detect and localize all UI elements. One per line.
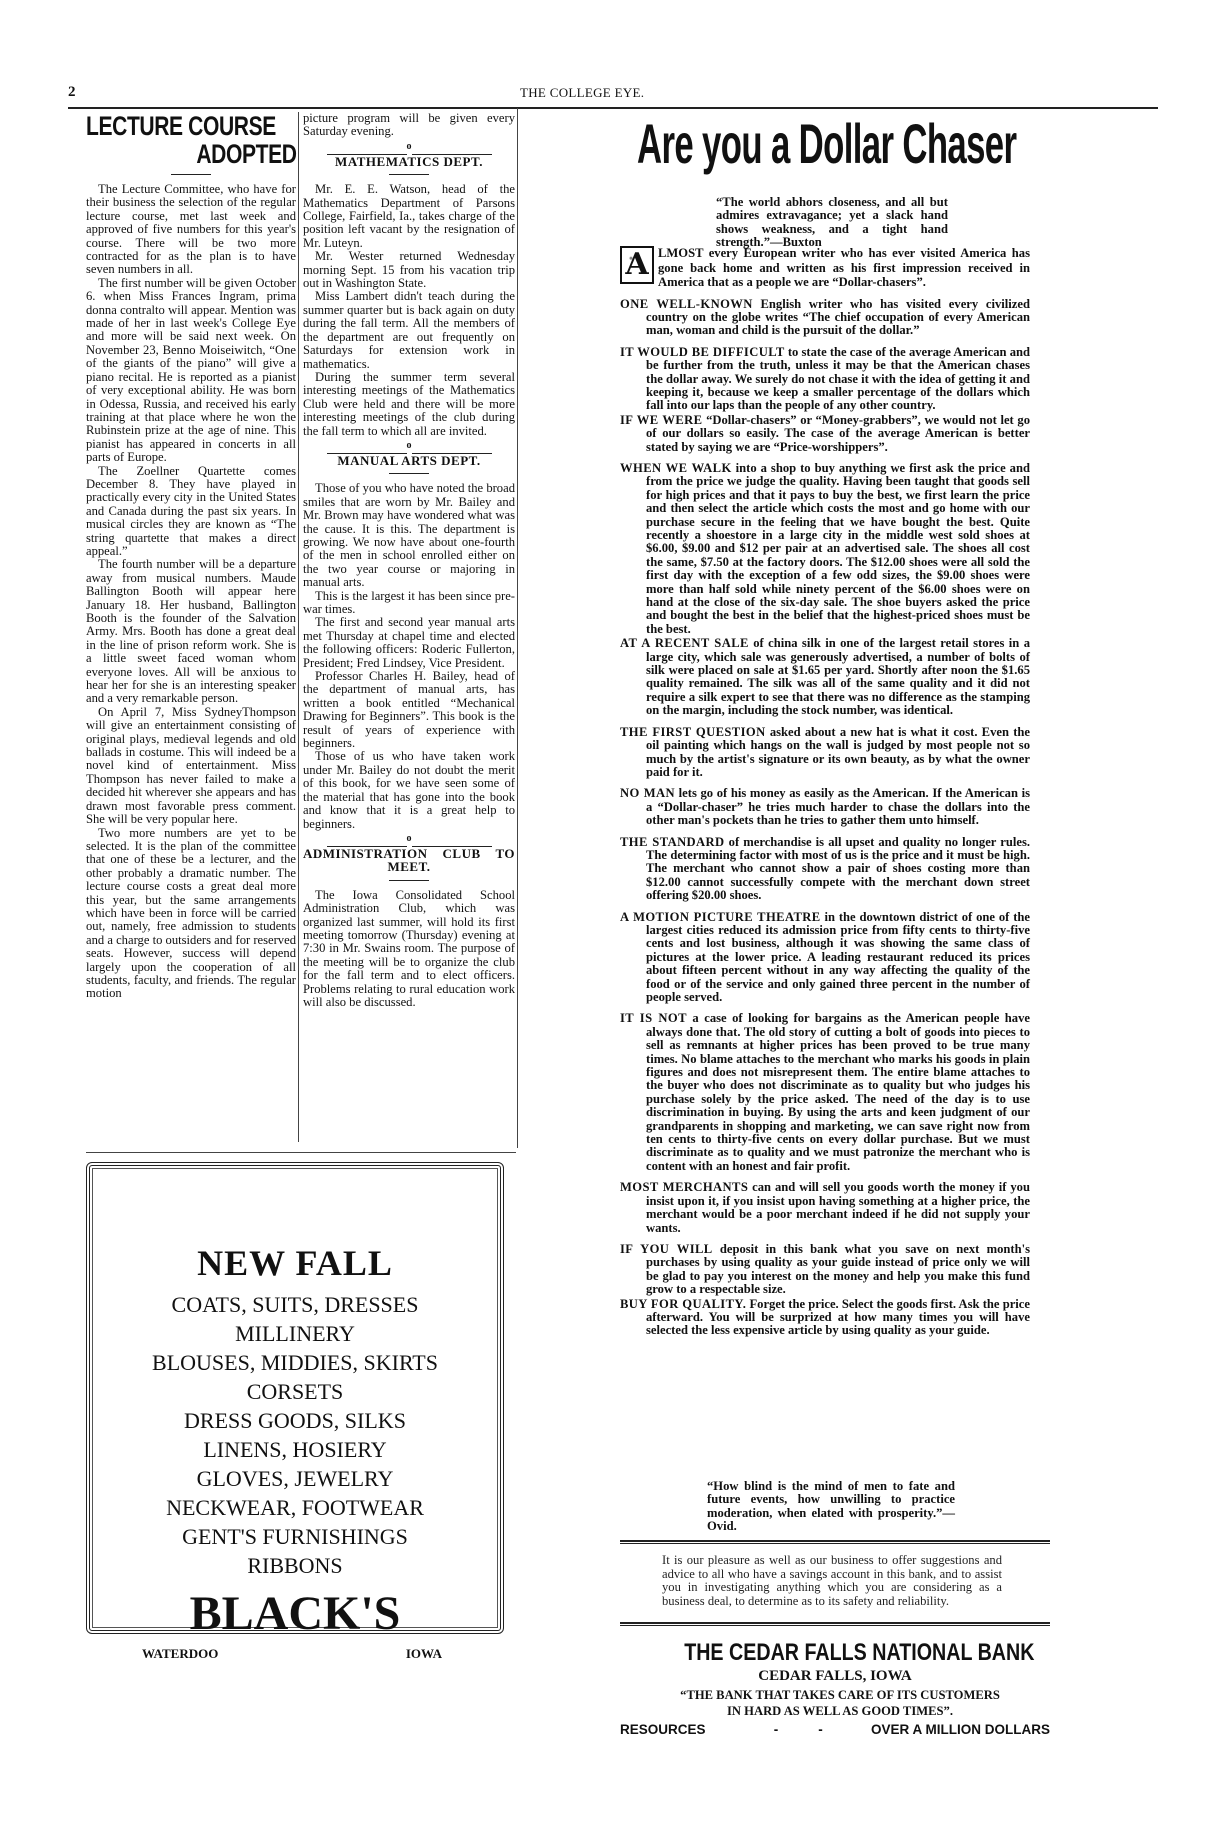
resources-value: OVER A MILLION DOLLARS: [870, 1722, 1050, 1737]
divider: [389, 174, 429, 175]
article-paragraph: The first number will be given October 6. when Miss Frances Ingram, prima donna contralto will appear. Mention was made of her in last week's College Eye and more will be said next week. On November 23, Benno Moiseiwitch, “One of the giants of the piano” will give a piano recital. He is reported as a pianist of very exceptional ability. He was born in Odessa, Russia, and received his early training at that place where he won the Rubinstein prize at the age of nine. This pianist has appeared in concerts in all parts of Europe.: [86, 275, 296, 465]
blacks-advertisement: [86, 1162, 504, 1661]
article-paragraph: ONE WELL-KNOWN English writer who has visited every civilized country on the globe writes “The chief occupation of every American man, woman and child is the pursuit of the dollar.”: [620, 296, 1030, 338]
section-rule: [86, 1152, 516, 1153]
ad-brand: BLACK'S: [189, 1587, 401, 1640]
article-paragraph: THE FIRST QUESTION asked about a new hat is what it cost. Even the oil painting which hangs on the wall is judged by most people not so much by the artist's signature or its own beauty, as by what the owner paid for it.: [620, 724, 1030, 779]
double-rule: [620, 1622, 1050, 1626]
top-rule: [68, 107, 1158, 109]
ad-line: MILLINERY: [235, 1321, 355, 1346]
section-title-administration-club: ADMINISTRATION CLUB TO MEET.: [303, 845, 515, 875]
article-paragraph: THE STANDARD of merchandise is all upset and quality no longer rules. The determining factor with most of us is the price and it must be high. The merchant who cannot show a pair of shoes costing more than $12.00 cannot successfully compete with the merchant down street offering $20.00 shoes.: [620, 834, 1030, 903]
bank-advice-note: It is our pleasure as well as our business to offer suggestions and advice to all who have a savings account in this bank, and to assist you in investigating anything which you are considering as a business deal, to determine as to its safety and reliability.: [662, 1553, 1002, 1608]
dollar-chaser-article: [620, 246, 1030, 1346]
buxton-quote: “The world abhors closeness, and all but admires extravagance; yet a slack hand shows weakness, and a tight hand strength.”—Buxton: [716, 195, 948, 250]
double-rule: [620, 1540, 1050, 1544]
dollar-chaser-headline: Are you a Dollar Chaser: [637, 112, 1017, 175]
separator: o: [303, 440, 515, 452]
dropcap-paragraph: [620, 246, 1030, 290]
article-paragraph: This is the largest it has been since pre-war times.: [303, 588, 515, 616]
ad-product-list: [90, 1290, 500, 1580]
ad-line: DRESS GOODS, SILKS: [184, 1408, 406, 1433]
article-paragraph: BUY FOR QUALITY. Forget the price. Select the goods first. Ask the price afterward. You will be surprized at how many times you will have selected the less expensive article by using quality as your guide.: [620, 1296, 1030, 1338]
ad-line: GLOVES, JEWELRY: [196, 1466, 394, 1491]
article-paragraph: Mr. Wester returned Wednesday morning Sept. 15 from his vacation trip out in Washington State.: [303, 249, 515, 291]
article-paragraph: On April 7, Miss SydneyThompson will give an entertainment consisting of original plays, medieval legends and old ballads in costume. This will indeed be a novel kind of entertainment. Miss Thompson has never failed to make a decided hit wherever she appears and has drawn most favorable press comment. She will be very popular here.: [86, 704, 296, 827]
masthead: THE COLLEGE EYE.: [520, 85, 645, 100]
article-paragraph: Those of you who have noted the broad smiles that are worn by Mr. Bailey and Mr. Brown may have wondered what was the cause. It is this. The department is growing. We now have about one-fourth of the men in school enrolled either on the two year course or majoring in manual arts.: [303, 481, 515, 590]
ad-title: NEW FALL: [197, 1243, 393, 1283]
article-paragraph: The Zoellner Quartette comes December 8. They have played in practically every city in the United States and Canada during the past six years. In musical circles they are known as “The string quartette that makes a direct appeal.”: [86, 463, 296, 558]
motto-line-2: IN HARD AS WELL AS GOOD TIMES”.: [727, 1704, 953, 1718]
ad-city: WATERDOO: [142, 1646, 219, 1661]
article-paragraph: Professor Charles H. Bailey, head of the department of manual arts, has written a book entitled “Mechanical Drawing for Beginners”. This book is the result of years of experience with beginners.: [303, 669, 515, 751]
lecture-course-headline: [86, 112, 297, 168]
article-paragraph: WHEN WE WALK into a shop to buy anything we first ask the price and from the price we judge the quality. Having been taught that goods sell for high prices and that it pays to buy the best, we first learn the price and then select the article which costs the most and go home with our purchase secure in the feeling that we have bought the best. Quite recently a shoestore in a large city in the middle west sold shoes at $6.00, $9.00 and $12 per pair at an advertised sale. The shoes all cost the same, $7.50 at the factory doors. The $12.00 shoes were all sold the first day with the exception of a few odd sizes, the $9.00 shoes were more than half sold while ninety percent of the $6.00 shoes were on hand at the close of the six-day sale. The shoe buyers asked the price and bought the best in the belief that the highest-priced shoes must be the best.: [620, 460, 1030, 636]
article-paragraph: Two more numbers are yet to be selected. It is the plan of the committee that one of these be a lecturer, and the other probably a dramatic number. The lecture course costs a great deal more this year, but the same arrangements which have been in force will be carried out, namely, free admission to students and a charge to outsiders and for reserved seats. However, success will depend largely upon the cooperation of all students, faculty, and friends. The regular motion: [86, 825, 296, 1001]
article-paragraph: The fourth number will be a departure away from musical numbers. Maude Ballington Booth will appear here January 18. Her husband, Ballington Booth is the founder of the Salvation Army. Mrs. Booth has done a great deal in the line of prison reform work. She is a little sweet faced woman whom everyone loves. All will be anxious to hear her for she is an interesting speaker and a very remarkable person.: [86, 557, 296, 706]
bank-name: THE CEDAR FALLS NATIONAL BANK: [684, 1639, 1035, 1666]
article-paragraph: NO MAN lets go of his money as easily as the American. If the American is a “Dollar-chaser” he tries much harder to chase the dollars into the other man's pockets than he tries to gather them unto himself.: [620, 786, 1031, 828]
page-number: 2: [68, 84, 76, 100]
article-paragraph: MOST MERCHANTS can and will sell you goods worth the money if you insist upon it, if you insist upon having something at a higher price, the merchant would be a poor merchant indeed if he did not supply your wants.: [620, 1180, 1030, 1235]
lecture-course-article: [86, 112, 296, 1001]
section-title-manual-arts: MANUAL ARTS DEPT.: [337, 452, 481, 468]
article-paragraph: The first and second year manual arts met Thursday at chapel time and elected the following officers: Roderic Fullerton, President; Fred Lindsey, Vice President.: [303, 615, 515, 670]
department-news-column: [298, 112, 515, 1142]
ad-location: [90, 1640, 500, 1662]
ad-line: GENT'S FURNISHINGS: [182, 1524, 408, 1549]
divider: [389, 880, 429, 881]
continued-text: picture program will be given every Saturday evening.: [303, 111, 515, 139]
article-paragraph: Mr. E. E. Watson, head of the Mathematics Department of Parsons College, Fairfield, Ia., takes charge of the position left vacant by the resignation of Mr. Luteyn.: [303, 182, 515, 250]
ornamental-dropcap-icon: A: [620, 246, 654, 284]
article-paragraph: Miss Lambert didn't teach during the summer quarter but is back again on duty during the fall term. All the members of the department are out frequently on Saturdays for extension work in mathematics.: [303, 289, 515, 371]
bank-motto: [640, 1687, 1040, 1719]
ad-line: BLOUSES, MIDDIES, SKIRTS: [152, 1350, 438, 1375]
ad-line: CORSETS: [246, 1379, 344, 1404]
separator: o: [303, 141, 515, 153]
ad-line: COATS, SUITS, DRESSES: [171, 1292, 419, 1317]
dropcap-text: every European writer who has ever visited America has gone back home and written as his first impression received in America that as a people we are “Dollar-chasers”.: [658, 246, 1030, 289]
article-paragraph: Those of us who have taken work under Mr. Bailey do not doubt the merit of this book, for we have seen some of the material that has gone into the book and know that it is a great help to beginners.: [303, 749, 515, 831]
article-paragraph: IF YOU WILL deposit in this bank what you save on next month's purchases by using quality as your guide instead of price only we will be glad to pay you interest on the money and help you make this fund grow to a respectable size.: [620, 1241, 1030, 1297]
ad-line: LINENS, HOSIERY: [203, 1437, 387, 1462]
section-title-mathematics: MATHEMATICS DEPT.: [335, 153, 483, 169]
divider: [171, 174, 211, 175]
bank-resources: [620, 1722, 1050, 1737]
separator: o: [303, 833, 515, 845]
dash-leaders: - -: [773, 1722, 823, 1737]
ad-line: NECKWEAR, FOOTWEAR: [166, 1495, 424, 1520]
article-paragraph: During the summer term several interesting meetings of the Mathematics Club were held and there will be more interesting meetings of the club during the fall term to which all are invited.: [303, 369, 515, 438]
headline-line-2: ADOPTED: [196, 139, 297, 169]
article-paragraph: IT IS NOT a case of looking for bargains as the American people have always done that. The old story of cutting a bolt of goods into pieces to sell as remnants at higher prices has been proved to be true many times. No blame attaches to the merchant who marks his goods in plain figures and does not misrepresent them. The entire blame attaches to the buyer who does not discriminate as to quality but who judges his purchase solely by the price asked. The need of the day is to use discrimination in buying. By using the arts and keen judgment of our grandparents in shopping and marketing, we can save right now from ten cents to thirty-five cents on every dollar purchase. But we must discriminate as to quality and we must patronize the merchant who is content with an honest and fair profit.: [620, 1011, 1030, 1173]
motto-line-1: “THE BANK THAT TAKES CARE OF ITS CUSTOMERS: [680, 1688, 1000, 1702]
dropcap-lead: LMOST: [658, 246, 704, 260]
bank-city: CEDAR FALLS, IOWA: [758, 1668, 912, 1684]
column-rule: [517, 108, 518, 1148]
ad-line: RIBBONS: [247, 1553, 343, 1578]
article-paragraph: The Iowa Consolidated School Administration Club, which was organized last summer, will hold its first meeting tomorrow (Thursday) evening at 7:30 in Mr. Swains room. The purpose of the meeting will be to organize the club for the fall term and to elect officers. Problems relating to rural education work will also be discussed.: [303, 887, 515, 1009]
article-paragraph: IT WOULD BE DIFFICULT to state the case of the average American and be further from the truth, unless it may be that the American chases the dollar away. We surely do not chase it with the idea of getting it and keeping it, because we keep a smaller percentage of the dollars which fall into our laps than the people of any other country.: [620, 344, 1030, 413]
divider: [389, 473, 429, 474]
headline-line-1: LECTURE COURSE: [86, 111, 276, 141]
ad-state: IOWA: [405, 1646, 442, 1661]
article-paragraph: The Lecture Committee, who have for their business the selection of the regular lecture course, met last week and approved of five numbers for this year's course. There will be two more contracted for as the plan is to have seven numbers in all.: [86, 182, 296, 277]
article-paragraph: A MOTION PICTURE THEATRE in the downtown district of one of the largest cities reduced its admission price from fifty cents to thirty-five cents and lost business, although it was showing the same class of pictures at the lower price. A leading restaurant reduced its prices about fifteen percent without in any way affecting the quality of the food or of the service and only gained three percent in the number of people served.: [620, 909, 1030, 1004]
ovid-quote: “How blind is the mind of men to fate and future events, how unwilling to practice moderation, when elated with prosperity.”—Ovid.: [707, 1479, 955, 1534]
article-paragraph: AT A RECENT SALE of china silk in one of the largest retail stores in a large city, which sale was generously advertised, a number of bolts of silk were placed on sale at $1.65 per yard. Shortly after noon the $1.65 quality remained. The silk was all of the same quality and it did not require a silk expert to see that there was no difference as the stamping on the margin, including the stock number, was identical.: [620, 636, 1030, 718]
article-paragraph: IF WE WERE “Dollar-chasers” or “Money-grabbers”, we would not let go of our dollars so easily. The case of the average American is better stated by saying we are “Price-worshippers”.: [620, 412, 1030, 454]
resources-label: RESOURCES: [620, 1722, 706, 1737]
